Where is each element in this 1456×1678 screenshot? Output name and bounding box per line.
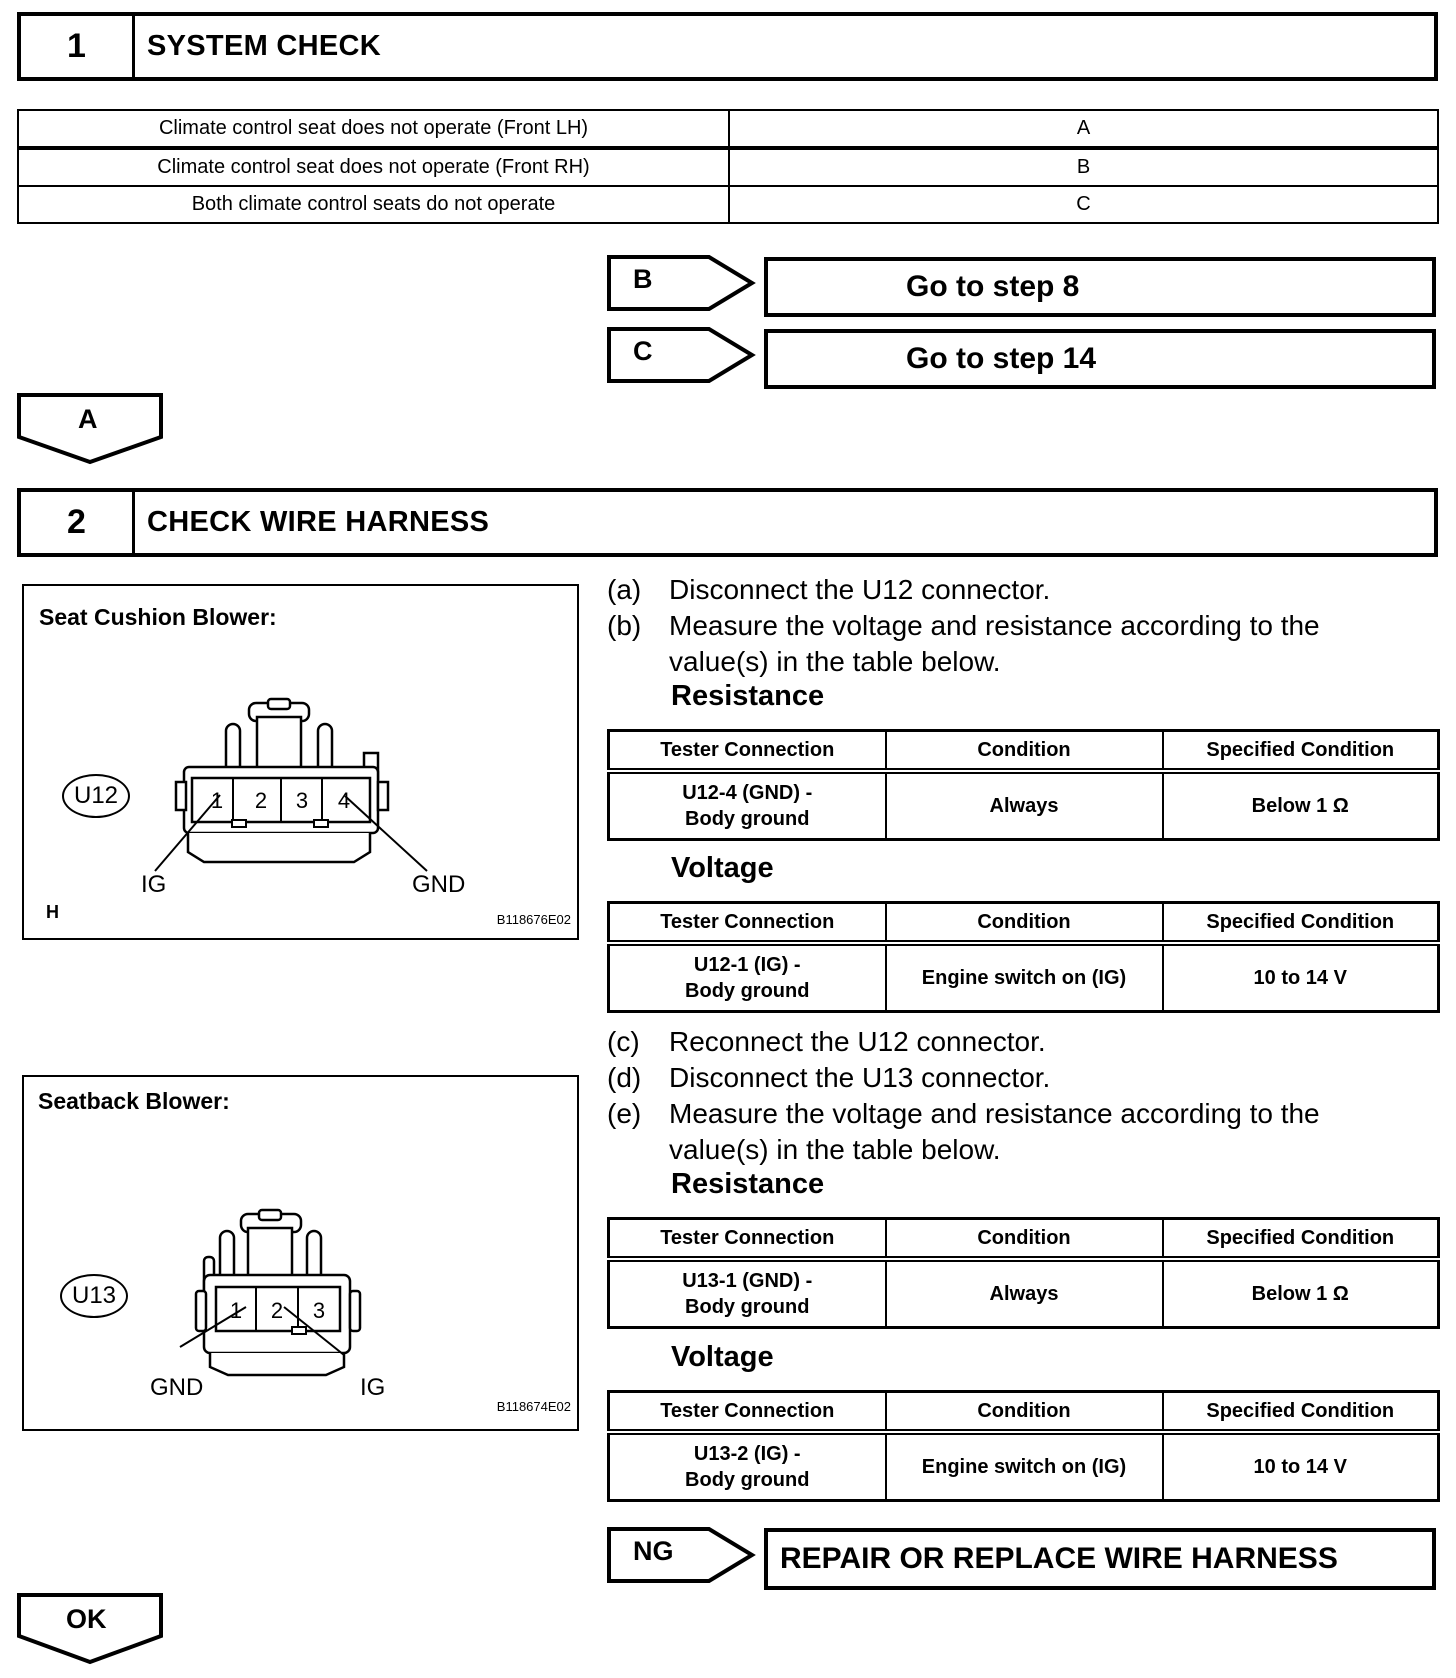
column-header: Specified Condition	[1163, 903, 1439, 944]
condition: Always	[886, 771, 1163, 840]
instruction-letter: (b)	[607, 610, 642, 641]
instruction-b	[607, 608, 1437, 680]
figure-seat-cushion-blower	[22, 584, 579, 940]
branch-c[interactable]	[606, 326, 1436, 392]
figure-code: B118676E02	[496, 912, 571, 927]
instruction-text: Measure the voltage and resistance according to the value(s) in the table below.	[669, 610, 1320, 677]
table-row	[609, 771, 1439, 840]
column-header: Tester Connection	[609, 903, 886, 944]
table-row	[18, 110, 1438, 148]
continue-a-marker[interactable]	[16, 392, 164, 466]
symptom-table	[17, 109, 1439, 224]
instruction-text: Reconnect the U12 connector.	[669, 1026, 1046, 1057]
table-row	[609, 1432, 1439, 1501]
instruction-letter: (a)	[607, 574, 642, 605]
view-mark: H	[46, 902, 59, 922]
instruction-letter: (e)	[607, 1098, 642, 1129]
continue-tag: A	[78, 404, 98, 434]
continue-ok-marker[interactable]	[16, 1592, 164, 1666]
column-header: Specified Condition	[1163, 1392, 1439, 1433]
arrow-right-icon	[606, 1526, 756, 1586]
connector-id: U12	[73, 782, 119, 809]
table-row	[609, 1259, 1439, 1328]
arrow-right-icon	[606, 326, 756, 386]
table-row	[18, 148, 1438, 186]
column-header: Condition	[886, 1219, 1163, 1260]
specified-condition: Below 1 Ω	[1163, 771, 1439, 840]
instruction-text: Measure the voltage and resistance according to the value(s) in the table below.	[669, 1098, 1320, 1165]
figure-seatback-blower	[22, 1075, 579, 1431]
voltage-table-u12	[607, 901, 1440, 1013]
result-cell: C	[729, 186, 1438, 223]
step-title: CHECK WIRE HARNESS	[147, 506, 490, 538]
connector-u13-diagram	[24, 1077, 581, 1433]
specified-condition: 10 to 14 V	[1163, 1432, 1439, 1501]
instruction-d	[607, 1060, 1437, 1096]
instruction-letter: (c)	[607, 1026, 640, 1057]
instruction-text: Disconnect the U13 connector.	[669, 1062, 1051, 1093]
tester-connection: U13-1 (GND) - Body ground	[609, 1259, 886, 1328]
step-1-header	[17, 12, 1438, 81]
voltage-heading: Voltage	[671, 852, 774, 884]
figure-title: Seat Cushion Blower:	[39, 604, 277, 630]
branch-action-box	[764, 329, 1436, 389]
pin-label-ig: IG	[141, 871, 167, 898]
step-number: 2	[21, 492, 135, 553]
instruction-a	[607, 572, 1437, 608]
pin-label-gnd: GND	[150, 1374, 204, 1401]
result-cell: A	[729, 110, 1438, 148]
voltage-table-u13	[607, 1390, 1440, 1502]
resistance-heading: Resistance	[671, 680, 825, 712]
pin-number: 3	[312, 1298, 326, 1323]
specified-condition: 10 to 14 V	[1163, 943, 1439, 1012]
branch-tag: B	[633, 264, 653, 294]
column-header: Condition	[886, 1392, 1163, 1433]
condition: Engine switch on (IG)	[886, 1432, 1163, 1501]
column-header: Tester Connection	[609, 1392, 886, 1433]
pin-number: 2	[270, 1298, 284, 1323]
instruction-text: Disconnect the U12 connector.	[669, 574, 1051, 605]
pin-number: 1	[229, 1298, 243, 1323]
table-row	[609, 943, 1439, 1012]
ng-action-box	[764, 1528, 1436, 1590]
pin-number: 1	[210, 788, 224, 813]
arrow-right-icon	[606, 254, 756, 314]
table-row	[18, 186, 1438, 223]
branch-action: Go to step 14	[906, 342, 1097, 375]
connector-u12-diagram	[24, 586, 581, 942]
branch-ng[interactable]	[606, 1526, 1436, 1592]
step-number: 1	[21, 16, 135, 77]
tester-connection: U13-2 (IG) - Body ground	[609, 1432, 886, 1501]
condition: Engine switch on (IG)	[886, 943, 1163, 1012]
connector-id: U13	[71, 1282, 117, 1309]
pin-label-ig: IG	[360, 1374, 386, 1401]
ok-tag: OK	[66, 1604, 107, 1634]
pin-number: 3	[295, 788, 309, 813]
figure-code: B118674E02	[496, 1399, 571, 1414]
ng-tag: NG	[633, 1536, 674, 1566]
pin-number: 2	[254, 788, 268, 813]
column-header: Tester Connection	[609, 1219, 886, 1260]
resistance-heading: Resistance	[671, 1168, 825, 1200]
instruction-letter: (d)	[607, 1062, 642, 1093]
figure-title: Seatback Blower:	[38, 1088, 230, 1114]
pin-number: 4	[337, 788, 351, 813]
ng-action: REPAIR OR REPLACE WIRE HARNESS	[780, 1542, 1338, 1575]
symptom-cell: Both climate control seats do not operate	[18, 186, 729, 223]
tester-connection: U12-4 (GND) - Body ground	[609, 771, 886, 840]
column-header: Specified Condition	[1163, 731, 1439, 772]
column-header: Condition	[886, 731, 1163, 772]
branch-tag: C	[633, 336, 653, 366]
result-cell: B	[729, 148, 1438, 186]
instruction-c	[607, 1024, 1437, 1060]
condition: Always	[886, 1259, 1163, 1328]
specified-condition: Below 1 Ω	[1163, 1259, 1439, 1328]
step-2-header	[17, 488, 1438, 557]
column-header: Tester Connection	[609, 731, 886, 772]
instruction-e	[607, 1096, 1437, 1168]
branch-action-box	[764, 257, 1436, 317]
step-title: SYSTEM CHECK	[147, 30, 382, 62]
resistance-table-u12	[607, 729, 1440, 841]
branch-b[interactable]	[606, 254, 1436, 320]
symptom-cell: Climate control seat does not operate (Front RH)	[18, 148, 729, 186]
symptom-cell: Climate control seat does not operate (Front LH)	[18, 110, 729, 148]
branch-action: Go to step 8	[906, 270, 1080, 303]
voltage-heading: Voltage	[671, 1341, 774, 1373]
column-header: Condition	[886, 903, 1163, 944]
column-header: Specified Condition	[1163, 1219, 1439, 1260]
tester-connection: U12-1 (IG) - Body ground	[609, 943, 886, 1012]
pin-label-gnd: GND	[412, 871, 466, 898]
resistance-table-u13	[607, 1217, 1440, 1329]
